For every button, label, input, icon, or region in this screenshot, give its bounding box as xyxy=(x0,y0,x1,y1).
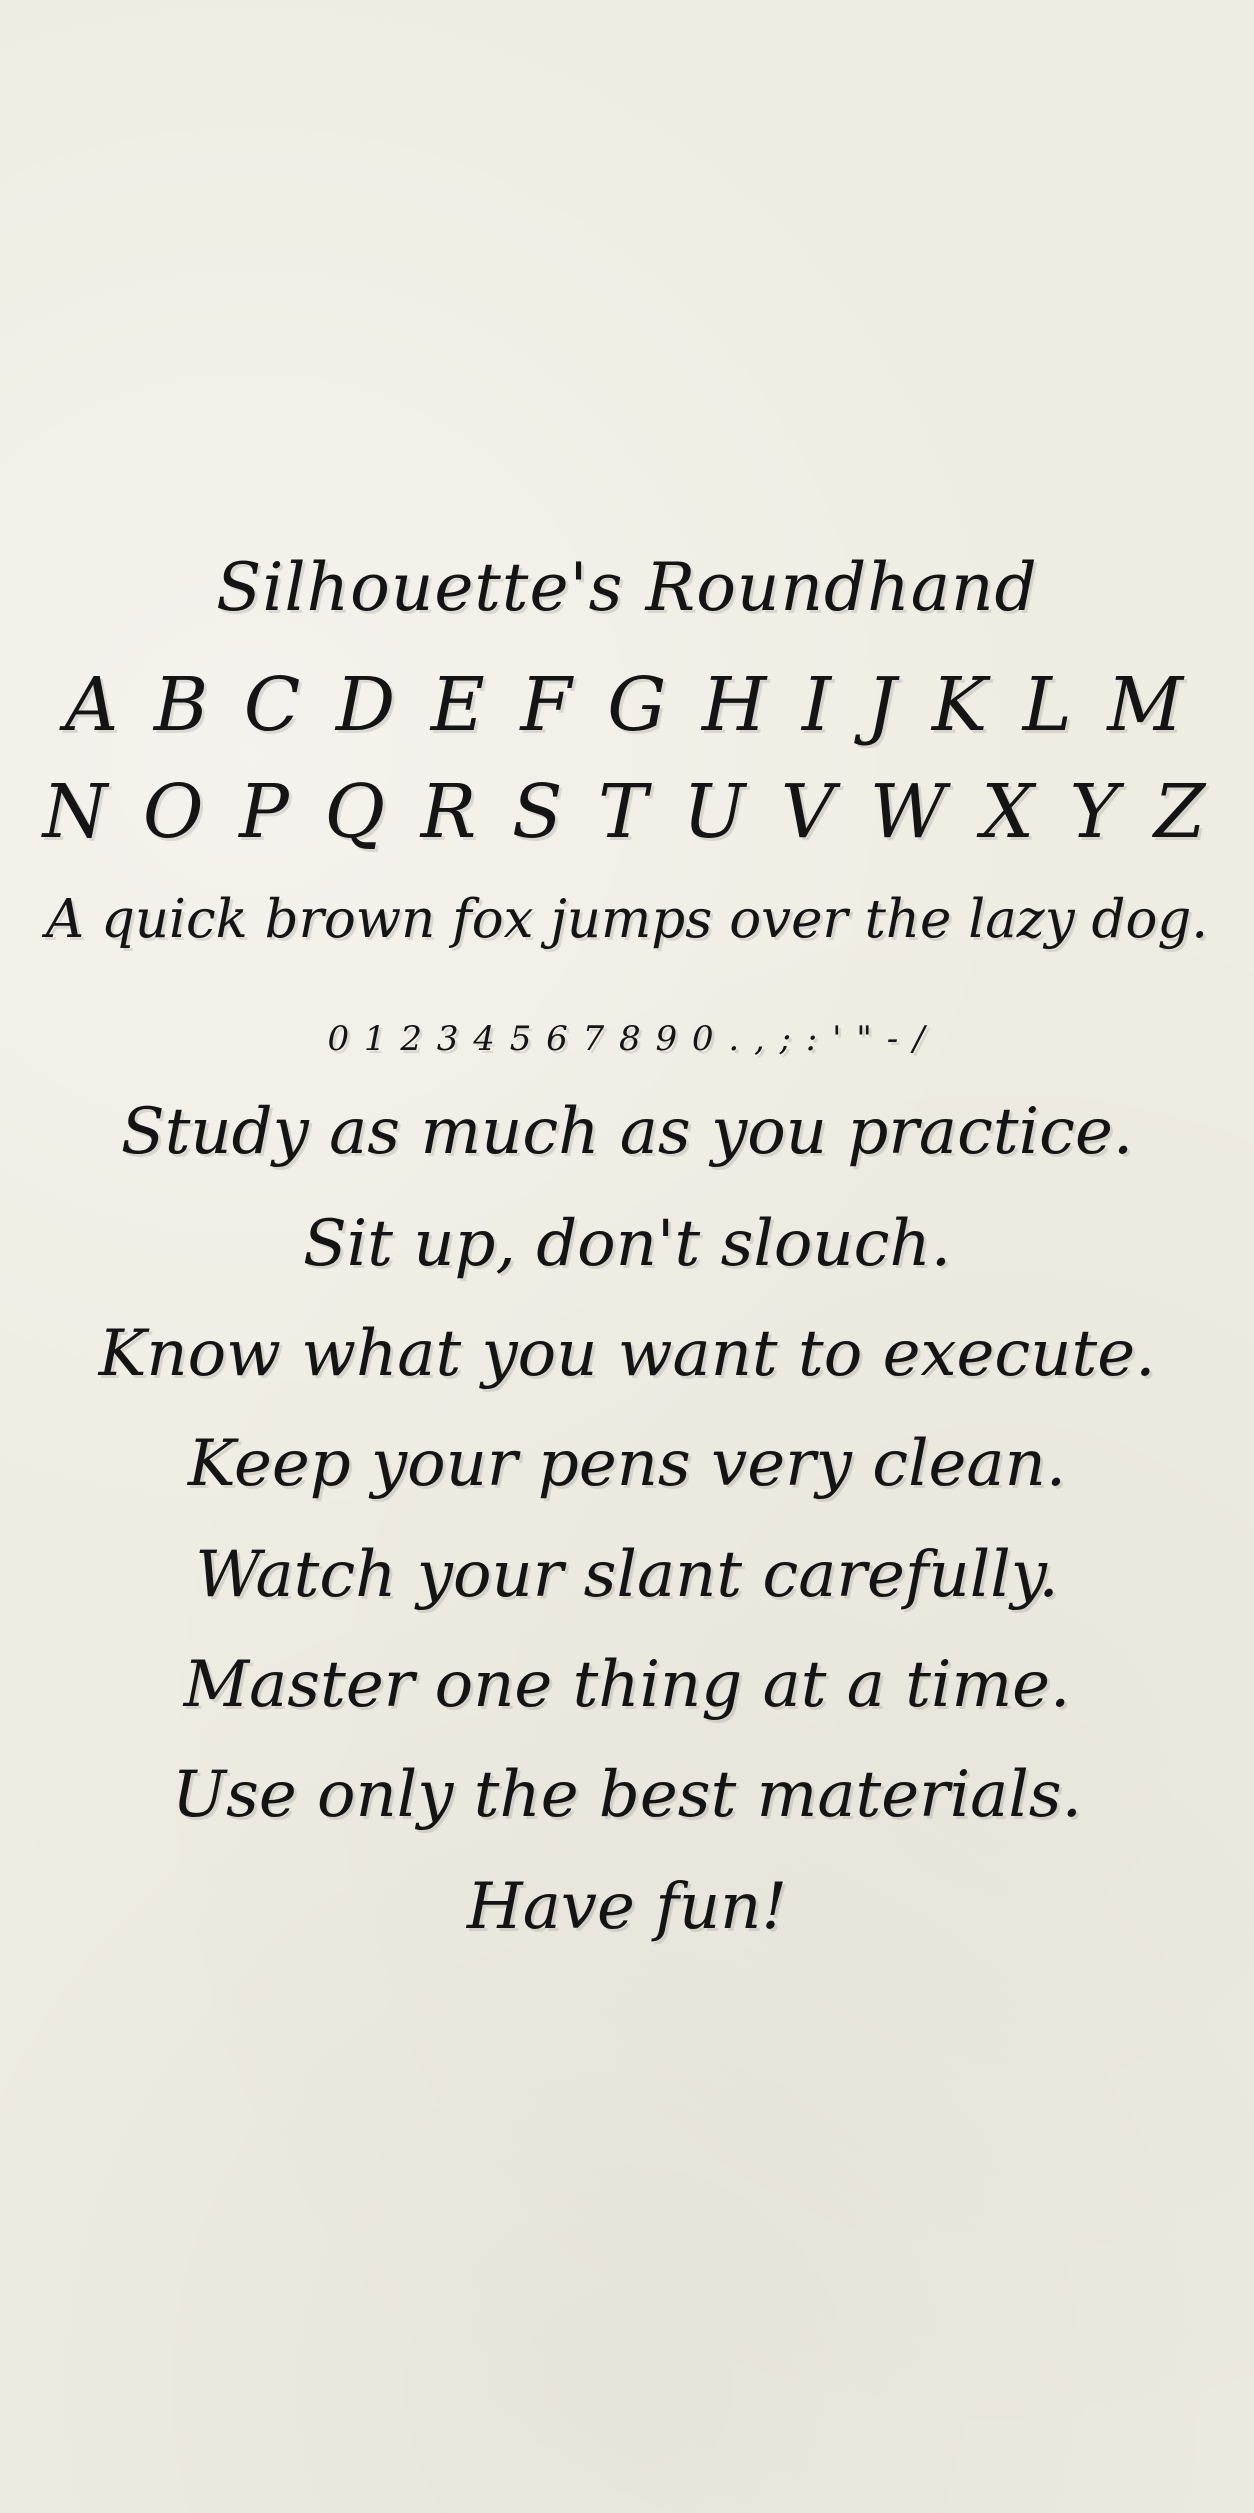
rule-line: Sit up, don't slouch. xyxy=(302,1207,952,1281)
rule-line: Keep your pens very clean. xyxy=(187,1427,1067,1501)
sheet-title: Silhouette's Roundhand xyxy=(216,549,1038,626)
rule-line: Study as much as you practice. xyxy=(120,1095,1134,1169)
rule-line: Watch your slant carefully. xyxy=(195,1538,1059,1612)
uppercase-alphabet-line-1: A B C D E F G H I J K L M xyxy=(64,662,1190,748)
rule-line: Master one thing at a time. xyxy=(183,1648,1071,1722)
pangram-line: A quick brown fox jumps over the lazy dog. xyxy=(45,889,1209,950)
uppercase-alphabet-line-2: N O P Q R S T U V W X Y Z xyxy=(42,769,1212,855)
numerals-punctuation-line: 0 1 2 3 4 5 6 7 8 9 0 . , ; : ' " - / xyxy=(327,1019,927,1059)
rule-line: Know what you want to execute. xyxy=(98,1317,1156,1391)
rule-line: Use only the best materials. xyxy=(172,1758,1082,1832)
rule-line: Have fun! xyxy=(466,1870,788,1944)
